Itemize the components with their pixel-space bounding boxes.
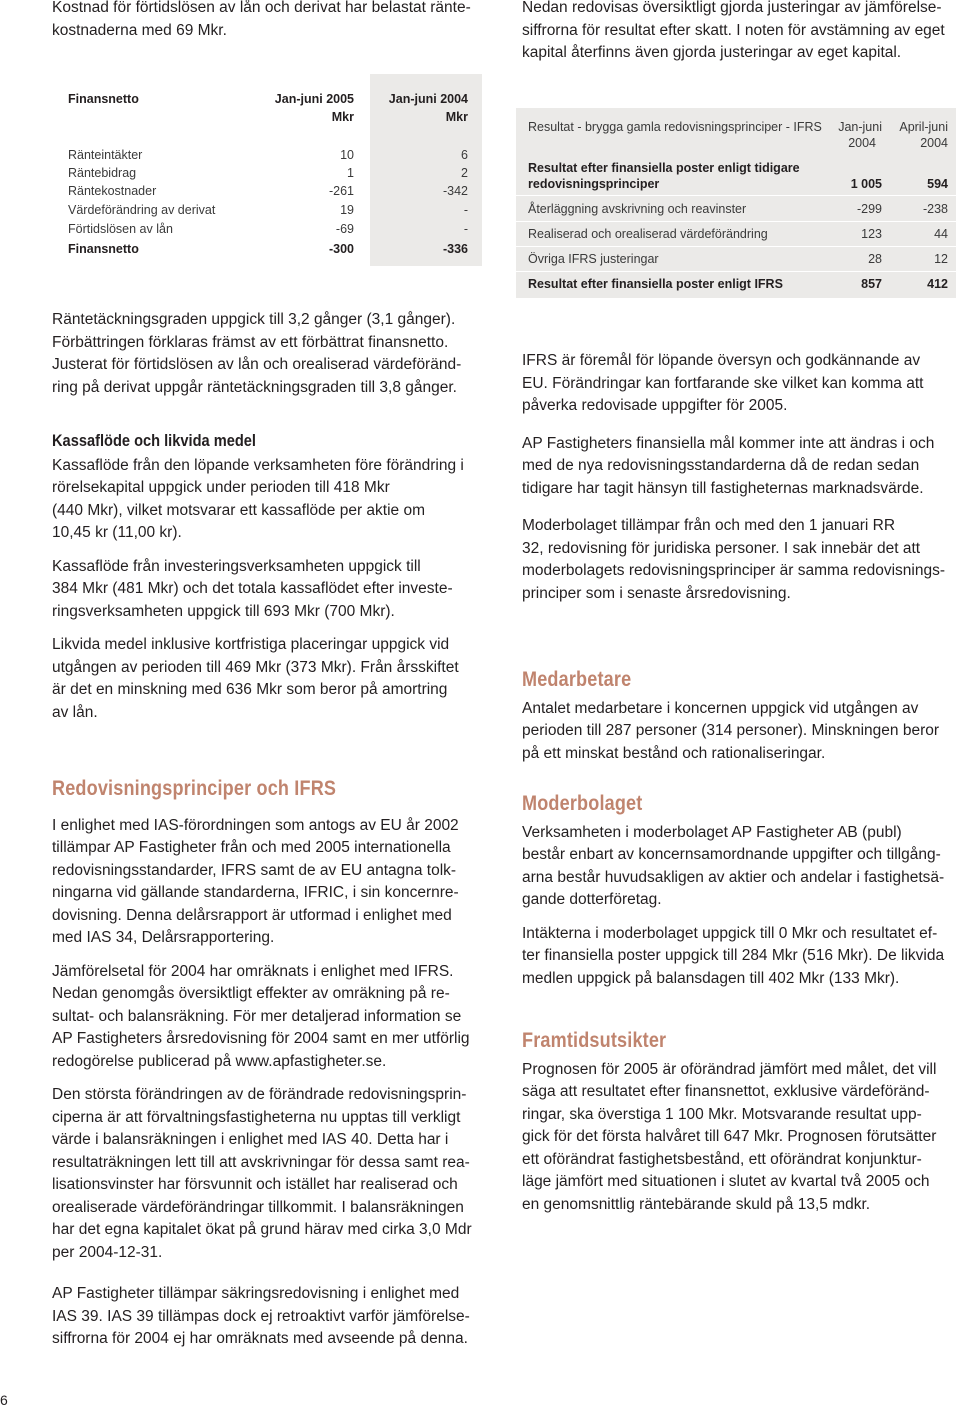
table-cell: 6 [461,148,468,162]
text-line: Justerat för förtidslösen av lån och orealiserad värdeföränd- [52,356,462,373]
text-line: dovisning. Denna delårsrapport är utformad i enlighet med [52,906,452,924]
table-cell: Räntekostnader [68,184,157,198]
table-cell: 44 [934,227,948,241]
table-row [68,166,478,184]
text-line: IFRS är föremål för löpande översyn och godkännande av [522,352,921,369]
text-line: redovisningsstandarder, IFRS samt de av EU antagna tolk- [52,861,457,879]
text-line: I enlighet med IAS-förordningen som antogs av EU år 2002 [52,816,459,834]
table-header-row [68,92,478,110]
text-line: en genomsnittlig räntebärande skuld på 13,5 mdkr. [522,1195,871,1213]
employees-paragraph [522,698,956,766]
row-divider [516,246,956,247]
text-line: ett oförändrat fastighetsbestånd, ett oförändrat konjunktur- [522,1150,922,1168]
text-line: (440 Mkr), vilket motsvarar ett kassaflöde per aktie om [52,501,425,519]
section-heading [52,430,482,453]
ifrs-paragraph [52,1283,482,1351]
table-cell: Förtidslösen av lån [68,222,173,236]
table-header-row [516,120,956,156]
ifrs-paragraph [52,1084,482,1264]
text-line: ciperna är att förvaltningsfastigheterna nu upptas till verkligt [52,1108,461,1126]
text-line: med de nya redovisningsstandarderna då de redan sedan [522,457,920,474]
table-row [68,222,478,240]
cashflow-paragraph [52,455,482,545]
table-cell: Resultat efter finansiella poster enligt IFRS [528,277,783,291]
text-line: kostnaderna med 69 Mkr. [52,21,227,39]
section-heading [52,778,482,801]
text-line: tillämpar AP Fastigheter från och med 2005 internationella [52,839,451,856]
text-line: Likvida medel inklusive kortfristiga placeringar uppgick vid [52,636,450,653]
text-line: är det en minskning med 636 Mkr som beror på amortring [52,681,448,698]
text-line: kapital återfinns även gjorda justeringar av eget kapital. [522,44,902,61]
text-line: per 2004-12-31. [52,1243,163,1261]
heading-text: Framtidsutsikter [522,1029,667,1052]
text-line: sultat- och balansräkning. För mer detaljerad information se [52,1007,462,1025]
table-row [516,252,956,270]
left-column [52,309,482,1351]
text-line: ring på derivat uppgår räntetäckningsgraden till 3,8 gånger. [52,378,457,396]
table-row [68,148,478,166]
text-line: Jämförelsetal för 2004 har omräknats i enlighet med IFRS. [52,962,454,980]
cashflow-paragraph [52,634,482,724]
table-row [68,203,478,221]
outlook-paragraph [522,1059,956,1217]
text-line: ringar, ska överstiga 1 100 Mkr. Motsvarande resultat upp- [522,1105,922,1123]
table-cell: -238 [922,202,948,216]
text-line: Prognosen för 2005 är oförändrad jämfört med målet, det vill [522,1060,937,1078]
ifrs-paragraph [52,961,482,1074]
table-cell: - [463,222,468,236]
interest-coverage-paragraph [52,309,482,399]
text-line: Nedan redovisas översiktligt gjorda justeringar av jämförelse- [522,0,942,16]
right-column [522,350,956,1216]
table-units-row [68,110,478,128]
text-line: principer som i senaste årsredovisning. [522,584,791,602]
text-line: siffrorna för resultat efter skatt. I noten för avstämning av eget [522,21,945,39]
table-cell: 123 [861,227,882,241]
table-row [516,161,956,193]
heading-text: Redovisningsprinciper och IFRS [52,777,337,800]
table-cell: 1 [347,166,354,180]
text-line: medlen uppgick på balansdagen till 402 Mkr (133 Mkr). [522,969,900,987]
table-cell: -299 [856,202,882,216]
text-line: läge jämfört med situationen i slutet av kvartal två 2005 och [522,1173,930,1190]
table-cell: Övriga IFRS justeringar [528,252,659,266]
text-line: 384 Mkr (481 Mkr) och det totala kassaflödet efter investe- [52,580,453,597]
table-cell: 2 [461,166,468,180]
text-line: Räntetäckningsgraden uppgick till 3,2 gånger (3,1 gånger). [52,311,456,328]
text-line: gick för det första halvåret till 647 Mkr. Prognosen förutsätter [522,1128,937,1145]
text-line: Antalet medarbetare i koncernen uppgick vid utgången av [522,699,919,717]
text-line: orealiserade värdeförändringar tillkommit. I balansräkningen [52,1198,464,1216]
table-header-cell: April-juni [899,120,948,134]
text-line: 10,45 kr (11,00 kr). [52,524,182,541]
text-line: perioden till 287 personer (314 personer). Minskningen beror [522,722,940,739]
table-header-cell: 2004 [920,136,948,150]
text-line: lisationsvinster har försvunnit och istället har realiserad och [52,1176,458,1193]
table-cell: 10 [340,148,354,162]
intro-paragraph-left [52,0,482,42]
text-line: moderbolagets redovisningsprinciper är samma redovisnings- [522,562,946,579]
table-cell: Värdeförändring av derivat [68,203,216,217]
table-cell: Ränteintäkter [68,148,143,162]
text-line: säga att resultatet efter finansnettot, exklusive värdeföränd- [522,1083,930,1100]
intro-paragraph-right [522,0,956,65]
text-line: har det egna kapitalet ökat på grund härav med cirka 3,0 Mdr [52,1221,472,1238]
text-line: siffrorna för 2004 ej har omräknats med avseende på denna. [52,1330,468,1347]
row-divider [516,221,956,222]
table-row [68,184,478,202]
text-line: AP Fastigheter tillämpar säkringsredovisning i enlighet med [52,1285,460,1302]
text-line: består enbart av koncernsamordnande uppgifter och tillgång- [522,846,941,863]
ifrs-review-paragraph [522,350,956,418]
table-cell: -342 [442,184,468,198]
parent-company-paragraph [522,822,956,912]
cashflow-paragraph [52,556,482,624]
text-line: av lån. [52,703,98,721]
table-cell: -69 [335,222,354,236]
table-cell: -336 [442,242,468,256]
table-cell: 412 [927,277,948,291]
text-line: värde i balansräkningen i enlighet med IAS 40. Detta har i [52,1131,449,1148]
table-cell: Resultat efter finansiella poster enligt tidigare [528,161,800,175]
heading-text: Medarbetare [522,668,632,691]
text-line: redogörelse publicerad på www.apfastigheter.se. [52,1052,387,1070]
text-line: ningarna vid gällande standarderna, IFRIC, i sin koncernre- [52,884,459,901]
text-line: 32, redovisning för juridiska personer. I sak innebär det att [522,539,921,557]
table-unit-cell: Mkr [445,110,468,124]
section-heading [522,669,956,692]
table-cell: - [463,203,468,217]
text-line: Verksamheten i moderbolaget AP Fastigheter AB (publ) [522,823,902,841]
heading-text: Moderbolaget [522,792,643,815]
text-line: Den största förändringen av de förändrade redovisningsprin- [52,1086,467,1103]
table-header-cell: 2004 [848,136,876,150]
financial-goals-paragraph [522,433,956,501]
table-header-cell: Jan-juni [838,120,882,134]
text-line: Moderbolaget tillämpar från och med den 1 januari RR [522,517,896,534]
row-divider [516,271,956,272]
text-line: IAS 39. IAS 39 tillämpas dock ej retroaktivt varför jämförelse- [52,1307,470,1325]
text-line: utgången av perioden till 469 Mkr (373 Mkr). Från årsskiftet [52,658,459,676]
section-heading [522,1030,956,1053]
table-total-row [68,242,478,260]
text-line: ter finansiella poster uppgick till 284 Mkr (516 Mkr). De likvida [522,947,945,964]
table-total-row [516,277,956,295]
text-line: Förbättringen förklaras främst av ett förbättrat finansnetto. [52,333,449,351]
table-row [516,227,956,245]
ifrs-bridge-table [516,108,956,298]
table-cell: 12 [934,252,948,266]
table-cell: 19 [340,203,354,217]
heading-text: Kassaflöde och likvida medel [52,431,256,450]
text-line: tidigare har tagit hänsyn till fastigheternas marknadsvärde. [522,479,924,497]
table-cell: 28 [868,252,882,266]
table-header-cell: Jan-juni 2005 [274,92,354,106]
ifrs-paragraph [52,815,482,950]
text-line: arna består huvudsakligen av aktier och andelar i fastighetsä- [522,868,945,886]
text-line: gande dotterföretag. [522,891,662,908]
text-line: på ett minskat bestånd och rationaliseringar. [522,744,826,762]
table-cell: -300 [328,242,354,256]
row-divider [516,195,956,196]
text-line: rörelsekapital uppgick under perioden till 418 Mkr [52,479,390,496]
text-line: EU. Förändringar kan fortfarande ske vilket kan komma att [522,374,924,392]
text-line: Kostnad för förtidslösen av lån och derivat har belastat ränte- [52,0,471,16]
parent-company-principles-paragraph [522,515,956,605]
table-unit-cell: Mkr [331,110,354,124]
table-header-cell: Resultat - brygga gamla redovisningsprinciper - IFRS [528,120,822,134]
table-cell: Räntebidrag [68,166,137,180]
parent-company-paragraph [522,923,956,991]
table-cell: 594 [927,177,948,191]
text-line: påverka redovisade uppgifter för 2005. [522,397,788,414]
table-cell: Finansnetto [68,242,139,256]
text-line: ringsverksamheten uppgick till 693 Mkr (700 Mkr). [52,602,395,620]
table-header-cell: Jan-juni 2004 [388,92,468,106]
table-cell: Återläggning avskrivning och reavinster [528,202,747,216]
text-line: Nedan genomgås översiktligt effekter av omräkning på re- [52,985,450,1002]
table-header-cell: Finansnetto [68,92,139,106]
page-number: 6 [0,1392,8,1408]
table-cell: Realiserad och orealiserad värdeförändring [528,227,768,241]
section-heading [522,793,956,816]
text-line: resultaträkningen lett till att avskrivningar för dessa samt rea- [52,1153,470,1171]
text-line: med IAS 34, Delårsrapportering. [52,929,275,946]
text-line: AP Fastigheters finansiella mål kommer inte att ändras i och [522,434,935,452]
table-cell: 857 [861,277,882,291]
text-line: Intäkterna i moderbolaget uppgick till 0 Mkr och resultatet ef- [522,924,938,942]
text-line: Kassaflöde från den löpande verksamheten före förändring i [52,456,464,474]
table-cell: redovisningsprinciper [528,177,660,191]
table-cell: 1 005 [850,177,882,191]
text-line: AP Fastigheters årsredovisning för 2004 samt en mer utförlig [52,1030,470,1047]
table-cell: -261 [328,184,354,198]
table-row [516,202,956,220]
text-line: Kassaflöde från investeringsverksamheten uppgick till [52,557,421,575]
